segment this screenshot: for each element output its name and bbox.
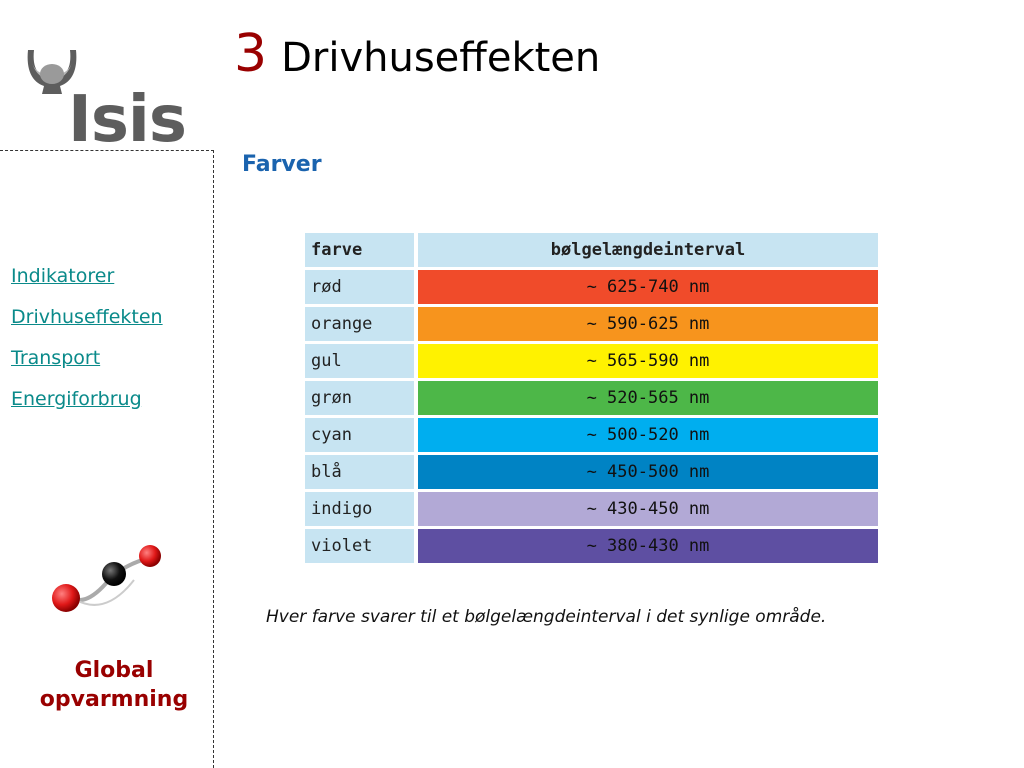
wavelength-range-cell: ~ 450-500 nm (418, 455, 878, 489)
wavelength-range-cell: ~ 565-590 nm (418, 344, 878, 378)
wavelength-range-cell: ~ 625-740 nm (418, 270, 878, 304)
color-name-cell: blå (305, 455, 414, 489)
color-name-cell: indigo (305, 492, 414, 526)
wavelength-range-cell: ~ 590-625 nm (418, 307, 878, 341)
chapter-title: Drivhuseffekten (281, 35, 601, 81)
section-heading: Farver (242, 152, 322, 177)
footer-line-1: Global (74, 658, 154, 683)
logo-text: Isis (68, 83, 186, 157)
sidebar-footer-label (14, 656, 214, 714)
nav-link-indikatorer[interactable]: Indikatorer (11, 265, 115, 287)
wavelength-range-cell: ~ 520-565 nm (418, 381, 878, 415)
wavelength-range-cell: ~ 380-430 nm (418, 529, 878, 563)
table-row (305, 529, 878, 563)
sidebar-top-divider (0, 150, 214, 151)
color-name-cell: cyan (305, 418, 414, 452)
nav-link-transport[interactable]: Transport (11, 347, 101, 369)
color-name-cell: orange (305, 307, 414, 341)
color-name-cell: gul (305, 344, 414, 378)
table-row (305, 307, 878, 341)
slide-title (234, 24, 600, 84)
sidebar-nav (11, 256, 163, 420)
color-name-cell: rød (305, 270, 414, 304)
table-caption: Hver farve svarer til et bølgelængdeinterval i det synlige område. (266, 607, 827, 627)
table-row (305, 455, 878, 489)
table-row (305, 381, 878, 415)
color-name-cell: violet (305, 529, 414, 563)
nav-link-drivhuseffekten[interactable]: Drivhuseffekten (11, 306, 163, 328)
table-row (305, 344, 878, 378)
footer-line-2: opvarmning (39, 687, 189, 712)
wavelength-range-cell: ~ 500-520 nm (418, 418, 878, 452)
chapter-number: 3 (234, 24, 268, 84)
header-farve: farve (305, 233, 414, 267)
table-row (305, 418, 878, 452)
wavelength-range-cell: ~ 430-450 nm (418, 492, 878, 526)
table-row (305, 492, 878, 526)
table-header-row (305, 233, 878, 267)
table-row (305, 270, 878, 304)
header-interval: bølgelængdeinterval (418, 233, 878, 267)
nav-link-energiforbrug[interactable]: Energiforbrug (11, 388, 142, 410)
color-name-cell: grøn (305, 381, 414, 415)
wavelength-table (305, 233, 878, 566)
isis-logo (22, 40, 202, 157)
co2-molecule-icon (46, 540, 176, 620)
